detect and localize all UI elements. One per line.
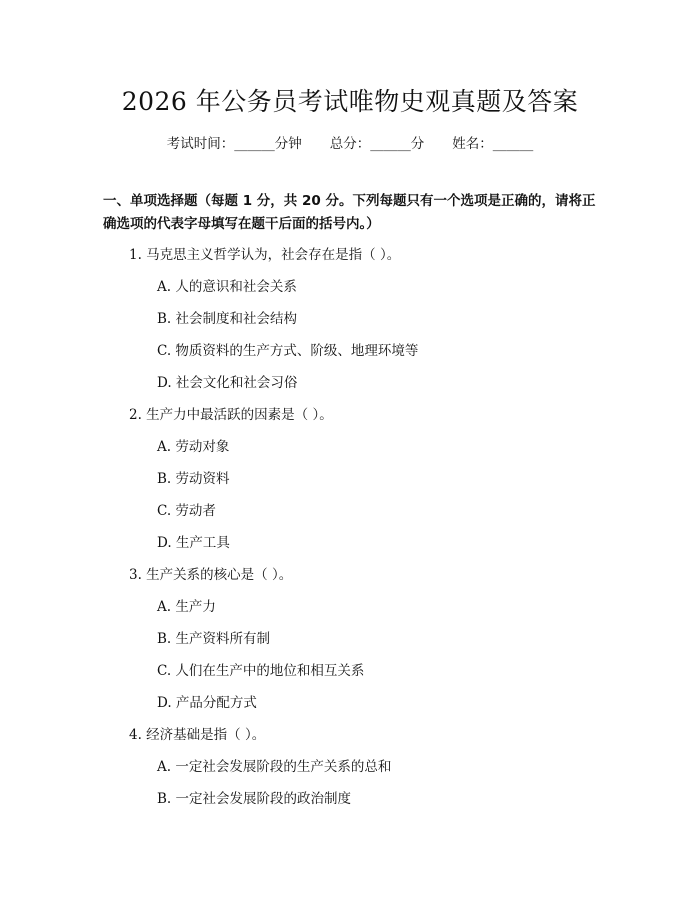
- option: A. 一定社会发展阶段的生产关系的总和: [157, 759, 392, 775]
- question-stem: 4. 经济基础是指（ ）。: [129, 727, 266, 743]
- section-heading: 一、单项选择题（每题 1 分，共 20 分。下列每题只有一个选项是正确的，请将正确选项的代表字母填写在题干后面的括号内。）: [103, 193, 596, 232]
- option: D. 产品分配方式: [157, 695, 257, 711]
- exam-meta: [0, 132, 700, 152]
- question-stem: 3. 生产关系的核心是（ ）。: [129, 567, 293, 583]
- option: C. 物质资料的生产方式、阶级、地理环境等: [157, 343, 419, 359]
- question-stem: 1. 马克思主义哲学认为，社会存在是指（ ）。: [129, 247, 401, 263]
- option: C. 劳动者: [157, 503, 216, 519]
- option: B. 社会制度和社会结构: [157, 311, 298, 327]
- page-title: 2026 年公务员考试唯物史观真题及答案: [121, 87, 579, 116]
- option: B. 劳动资料: [157, 471, 230, 487]
- option: D. 社会文化和社会习俗: [157, 375, 298, 391]
- option: A. 人的意识和社会关系: [157, 279, 297, 295]
- option: A. 劳动对象: [157, 439, 230, 455]
- exam-time-field: 考试时间：______分钟: [166, 136, 302, 152]
- name-field: 姓名：______: [452, 136, 534, 152]
- option: A. 生产力: [157, 599, 216, 615]
- option: B. 生产资料所有制: [157, 631, 271, 647]
- question-stem: 2. 生产力中最活跃的因素是（ ）。: [129, 407, 333, 423]
- option: D. 生产工具: [157, 535, 230, 551]
- option: C. 人们在生产中的地位和相互关系: [157, 663, 365, 679]
- total-score-field: 总分：______分: [329, 136, 425, 152]
- option: B. 一定社会发展阶段的政治制度: [157, 791, 352, 807]
